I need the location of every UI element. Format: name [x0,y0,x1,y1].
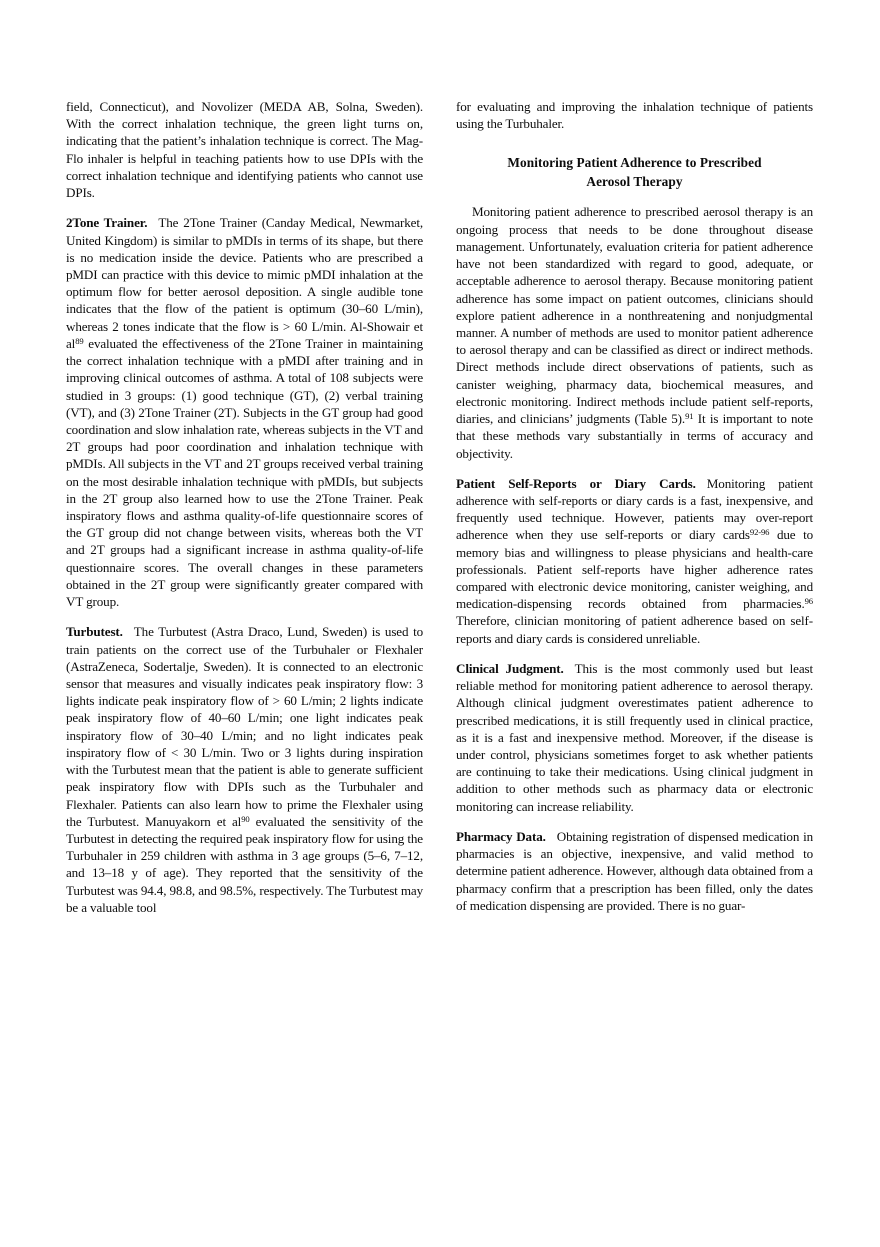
paragraph-text-part-2: evaluated the effectiveness of the 2Tone Trainer in maintaining the correct inhalation technique with a pMDI after training and in improving clinical outcomes of asthma. A total of 108 subjects were studied in 3 groups: (1) good technique (GT), (2) verbal training (VT), and (3) 2Tone Trainer (2T). Subjects in the GT group had good coordination and slow inhalation rate, whereas subjects in the VT and 2T groups had poor coordination and inhalation technique with pMDIs. All subjects in the VT and 2T groups received verbal training on the most desirable inhalation technique with pMDIs, but subjects in the 2T group also learned how to use the 2Tone Trainer. Peak inspiratory flows and asthma quality-of-life questionnaire scores of the GT group did not change between visits, whereas both the VT and 2T groups had a significant increase in asthma quality-of-life questionnaire scores. The overall changes in these parameters obtained in the 2T group were significantly greater compared with VT group. [66,335,423,610]
paragraph-text: This is the most commonly used but least reliable method for monitoring patient adherence to aerosol therapy. Although clinical judgment overestimates patient adherence to prescribed medications, it is still frequently used in clinical practice, as it is a fast and inexpensive method. Moreover, if the disease is under control, physicians sometimes forget to ask whether patients are continuing to take their medications. Using clinical judgment in addition to other methods such as pharmacy data or electronic monitoring can increase reliability. [456,660,813,814]
left-column [66,98,423,916]
paragraph-turbutest [66,623,423,916]
section-heading-line-1: Monitoring Patient Adherence to Prescribed [507,155,762,171]
runin-heading-clinical-judgment: Clinical Judgment. [456,660,564,676]
section-heading-monitoring-adherence [456,154,813,191]
paragraph-pharmacy-data [456,828,813,914]
reference-marker-90: 90 [241,813,250,824]
reference-marker-96: 96 [804,596,813,607]
paragraph-novolizer-continuation: field, Connecticut), and Novolizer (MEDA AB, Solna, Sweden). With the correct inhalation technique, the green light turns on, indicating that the patient’s inhalation technique is correct. The Mag-Flo inhaler is helpful in teaching patients how to use DPIs with the correct inhalation technique and identifying patients who cannot use DPIs. [66,99,423,201]
paragraph-text-part-1: Monitoring patient adherence to prescribed aerosol therapy is an ongoing process that needs to be done throughout disease management. Unfortunately, evaluation criteria for patient adherence have not been standardized with regard to good, adequate, or acceptable adherence to aerosol therapy. Because monitoring patient adherence has some impact on patient outcomes, clinicians should explore patient adherence in a nonthreatening and nonjudgmental manner. A number of methods are used to monitor patient adherence to aerosol therapy and can be classified as direct or indirect methods. Direct methods include direct observations of patients, such as canister weighing, pharmacy data, biochemical measures, and electronic monitoring. Indirect methods include patient self-reports, diaries, and clinicians’ judgments (Table 5). [456,204,813,427]
paragraph-turbuhaler-continuation: for evaluating and improving the inhalation technique of patients using the Turbuhaler. [456,99,813,132]
paragraph-clinical-judgment [456,660,813,815]
paragraph-text-part-3: Therefore, clinician monitoring of patient adherence based on self-reports and diary cards is considered unreliable. [456,613,813,646]
runin-heading-patient-self-reports: Patient Self-Reports or Diary Cards. [456,475,696,491]
paragraph-text-part-2: It is important to note that these methods vary substantially in terms of accuracy and objectivity. [456,411,813,461]
paragraph-text: Obtaining registration of dispensed medication in pharmacies is an objective, inexpensive, and valid method to determine patient adherence. However, although data obtained from a pharmacy confirm that a prescription has been filled, only the dates of medication dispensing are provided. There is no guar- [456,828,814,913]
paragraph-text-part-1: The 2Tone Trainer (Canday Medical, Newmarket, United Kingdom) is similar to pMDIs in terms of its shape, but there is no medication inside the device. Patients who are prescribed a pMDI can practice with this device to mimic pMDI inhalation at the optimum flow for better aerosol deposition. A single audible tone indicates that the flow of the patient is optimum (30–60 L/min), whereas 2 tones indicate that the flow is > 60 L/min. Al-Showair et al [66,215,424,351]
paragraph-patient-self-reports [456,475,813,647]
paragraph-2tone-trainer [66,214,423,610]
paragraph-text-part-2: due to memory bias and willingness to please physicians and health-care professionals. Patient self-reports have higher adherence rates compared with electronic device monitoring, canister weighing, and medication-dispensing records obtained from pharmacies. [456,527,813,612]
runin-heading-turbutest: Turbutest. [66,624,123,640]
paragraph-text-part-1: Monitoring patient adherence with self-reports or diary cards is a fast, inexpensive, and frequently used technique. However, patients may over-report adherence when they use self-reports or diary cards [456,475,813,543]
paragraph-text-part-2: evaluated the sensitivity of the Turbutest in detecting the required peak inspiratory flow for using the Turbuhaler in 259 children with asthma in 3 age groups (5–6, 7–12, and 13–18 y of age). They reported that the sensitivity of the Turbutest was 94.4, 98.8, and 98.5%, respectively. The Turbutest may be a valuable tool [66,813,423,915]
two-column-body [66,98,812,916]
runin-heading-pharmacy-data: Pharmacy Data. [456,828,546,844]
right-column [456,98,813,914]
runin-heading-2tone-trainer: 2Tone Trainer. [66,215,148,231]
paragraph-monitoring-intro [456,203,813,461]
section-heading-line-2: Aerosol Therapy [586,173,683,189]
reference-marker-92-96: 92-96 [749,527,770,538]
reference-marker-89: 89 [75,335,84,346]
paragraph-text-part-1: The Turbutest (Astra Draco, Lund, Sweden) is used to train patients on the correct use of the Turbuhaler or Flexhaler (AstraZeneca, Sodertalje, Sweden). It is connected to an electronic sensor that measures and visually indicates peak inspiratory flow: 3 lights indicate peak inspiratory flow of > 60 L/min; 2 lights indicate peak inspiratory flow of 40–60 L/min; one light indicates peak inspiratory flow of 30–40 L/min; and no light indicates peak inspiratory flow of < 30 L/min. Two or 3 lights during inspiration with the Turbutest mean that the patient is able to generate sufficient peak inspiratory flow with DPIs such as the Turbuhaler and Flexhaler. Patients can also learn how to prime the Flexhaler using the Turbutest. Manuyakorn et al [66,624,423,829]
reference-marker-91: 91 [685,411,694,422]
